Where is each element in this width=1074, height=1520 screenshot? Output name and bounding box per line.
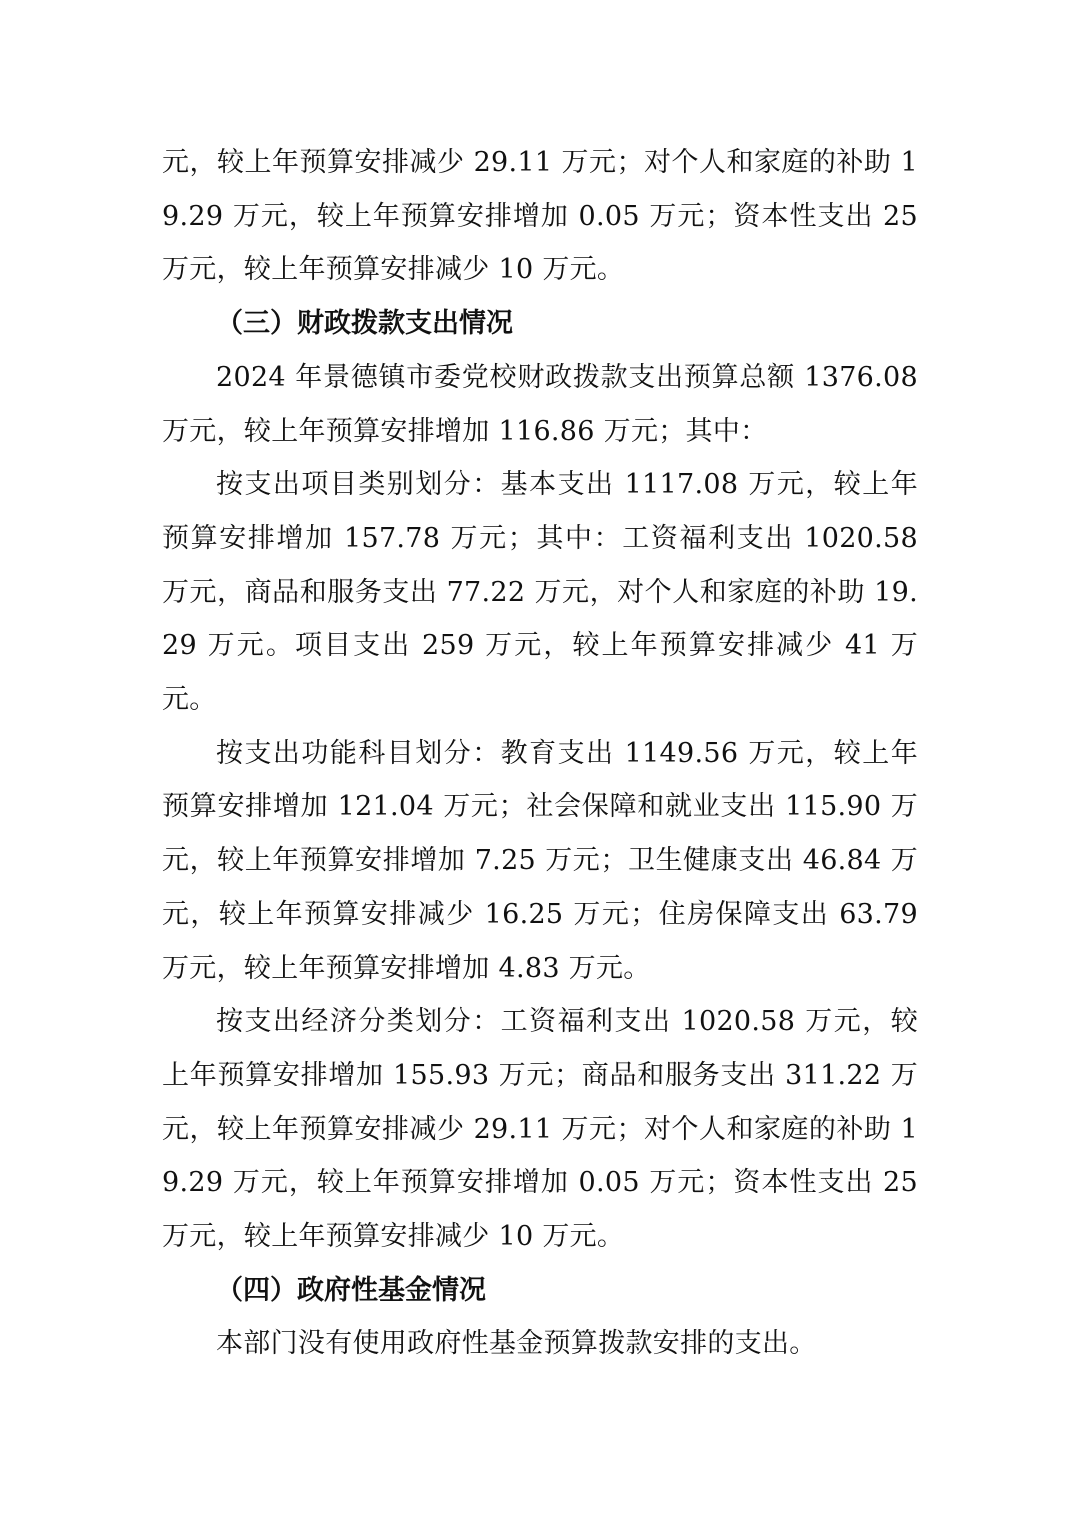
paragraph-by-project-category: 按支出项目类别划分：基本支出 1117.08 万元，较上年预算安排增加 157.78 万元；其中：工资福利支出 1020.58 万元，商品和服务支出 77.22 万元，对个人和家庭的补助 19.29 万元。项目支出 259 万元，较上年预算安排减少 41 万元。 [162, 469, 918, 716]
paragraph-total-expenditure: 2024 年景德镇市委党校财政拨款支出预算总额 1376.08 万元，较上年预算安排增加 116.86 万元；其中： [162, 361, 918, 447]
paragraph-by-function: 按支出功能科目划分：教育支出 1149.56 万元，较上年预算安排增加 121.04 万元；社会保障和就业支出 115.90 万元，较上年预算安排增加 7.25 万元；卫生健康支出 46.84 万元，较上年预算安排减少 16.25 万元；住房保障支出 63.79 万元，较上年预算安排增加 4.83 万元。 [162, 737, 918, 984]
paragraph-government-fund: 本部门没有使用政府性基金预算拨款安排的支出。 [216, 1328, 817, 1360]
paragraph-continuation: 元，较上年预算安排减少 29.11 万元；对个人和家庭的补助 19.29 万元，较上年预算安排增加 0.05 万元；资本性支出 25 万元，较上年预算安排减少 10 万元。 [162, 147, 918, 286]
document-body [162, 136, 918, 1371]
section-heading-3: （三）财政拨款支出情况 [216, 308, 513, 340]
section-heading-4: （四）政府性基金情况 [216, 1274, 486, 1306]
paragraph-by-economic-class: 按支出经济分类划分：工资福利支出 1020.58 万元，较上年预算安排增加 155.93 万元；商品和服务支出 311.22 万元，较上年预算安排减少 29.11 万元；对个人和家庭的补助 19.29 万元，较上年预算安排增加 0.05 万元；资本性支出 25 万元，较上年预算安排减少 10 万元。 [162, 1006, 918, 1253]
